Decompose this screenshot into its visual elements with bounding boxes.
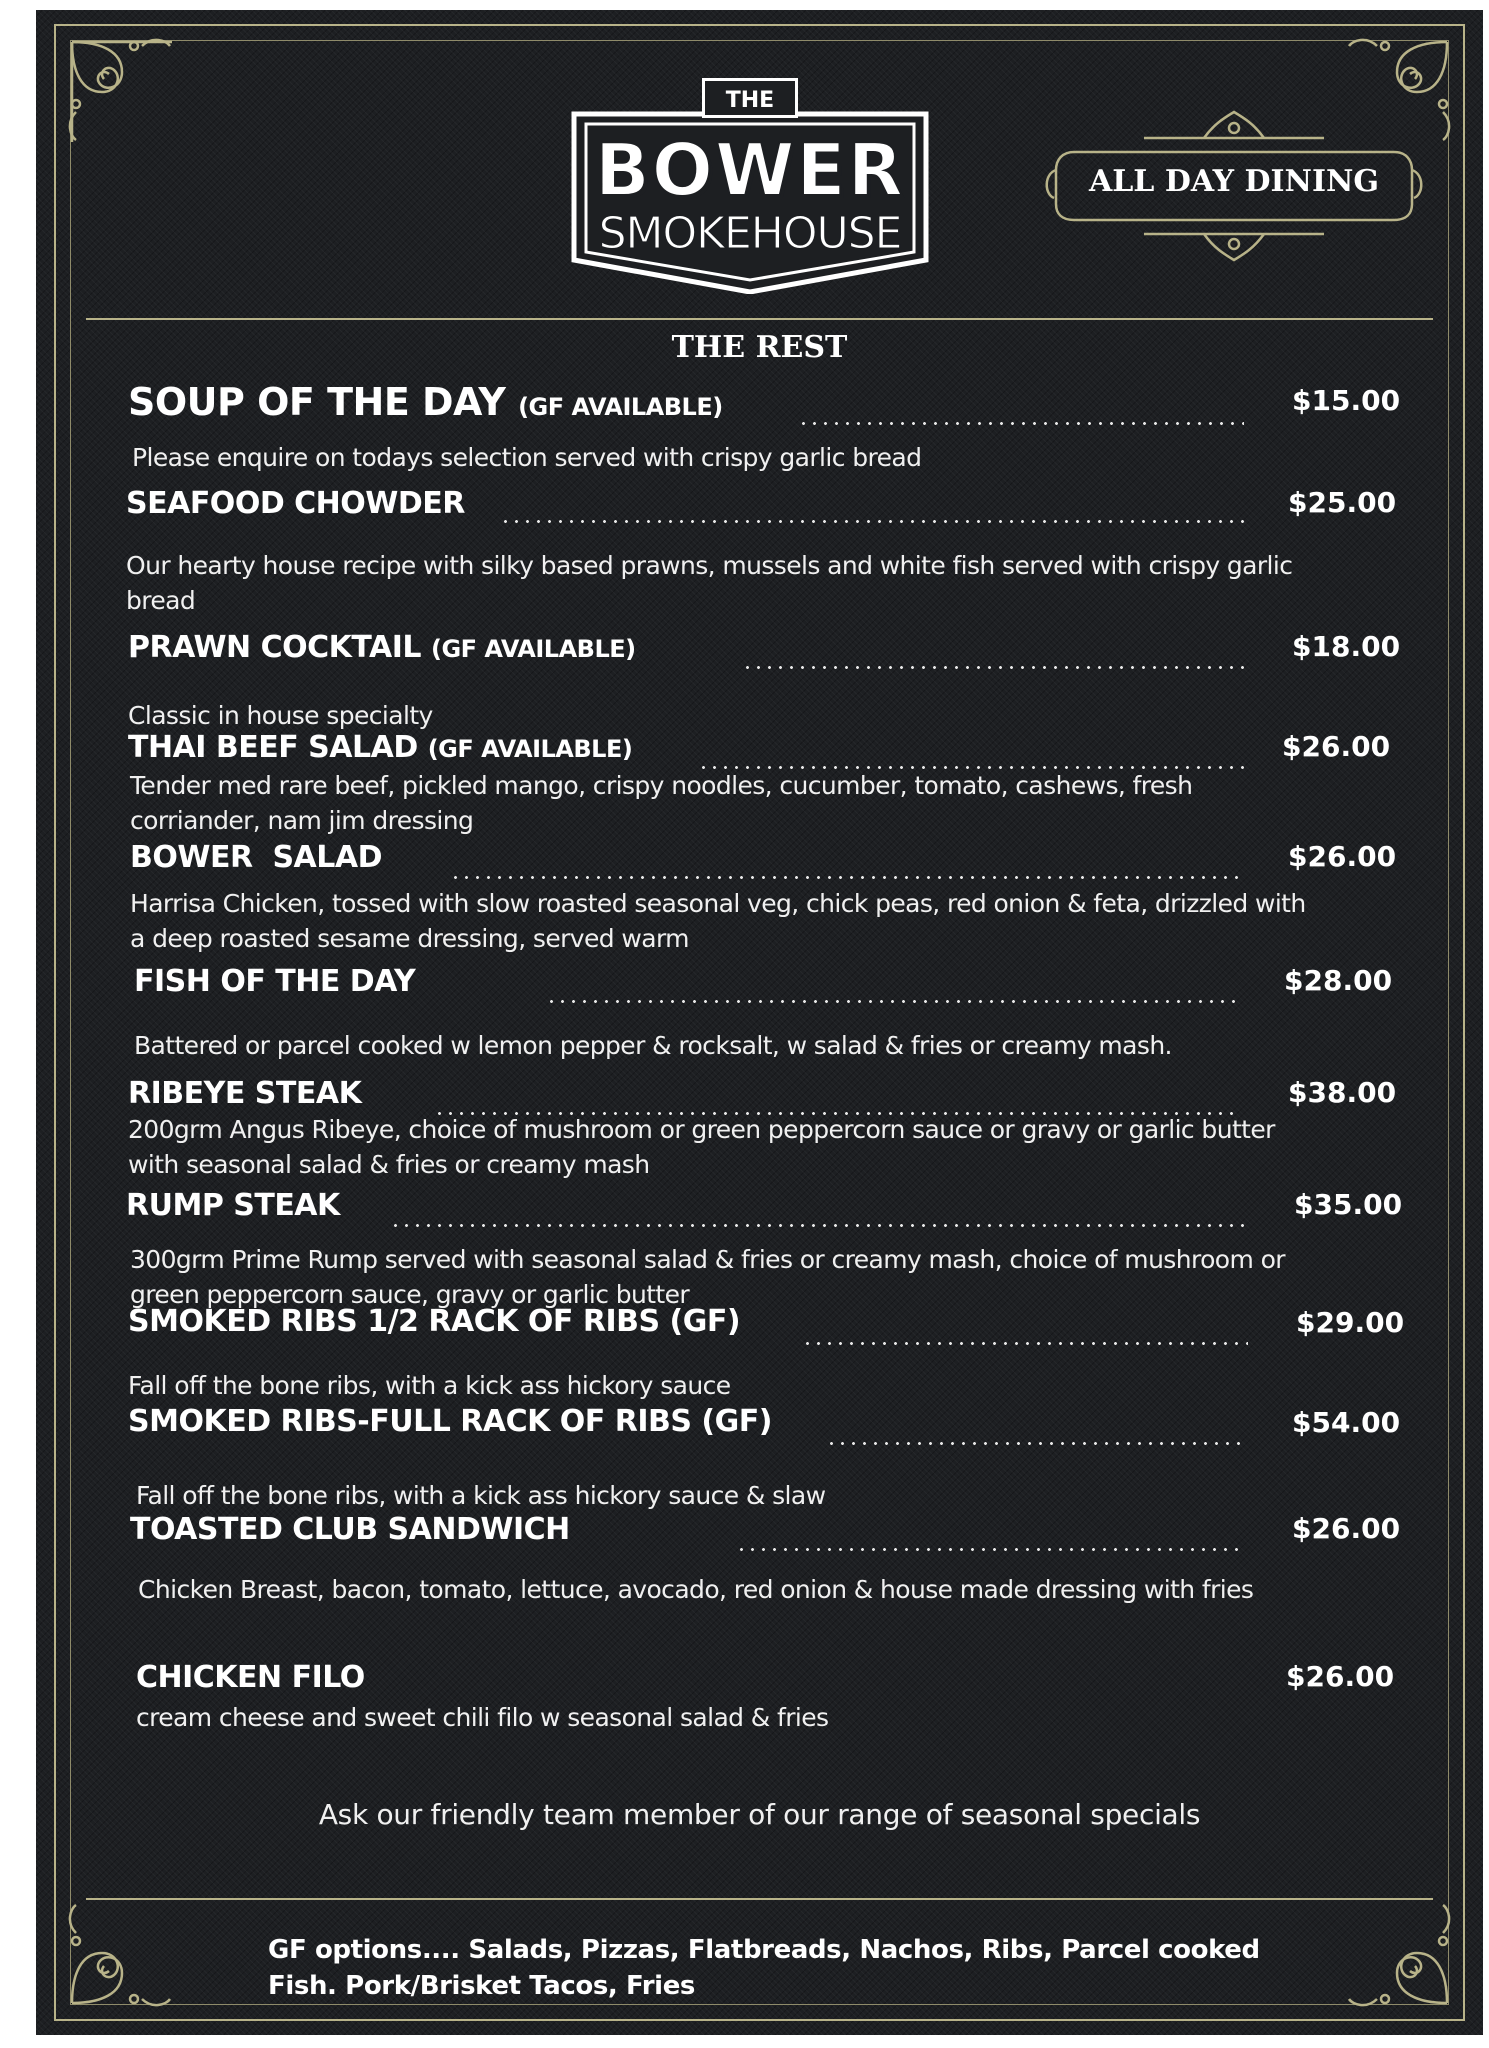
item-description: cream cheese and sweet chili filo w seasonal salad & fries [136,1703,829,1732]
dot-leader [500,520,1252,523]
item-description: Tender med rare beef, pickled mango, crispy noodles, cucumber, tomato, cashews, fresh corriander, nam jim dressing [130,771,1193,835]
menu-page [36,10,1483,2035]
all-day-dining-banner [1034,94,1434,274]
item-name: CHICKEN FILO [136,1660,365,1695]
item-price: $25.00 [1288,486,1397,519]
logo-bower: BOWER [594,128,906,212]
item-description: Our hearty house recipe with silky based prawns, mussels and white fish served with crispy garlic bread [126,551,1293,615]
item-description: Harrisa Chicken, tossed with slow roasted seasonal veg, chick peas, red onion & feta, drizzled with a deep roasted sesame dressing, served warm [130,889,1306,953]
item-name: THAI BEEF SALAD (GF AVAILABLE) [128,730,633,765]
item-description: Battered or parcel cooked w lemon pepper & rocksalt, w salad & fries or creamy mash. [134,1031,1172,1060]
item-price: $15.00 [1292,384,1401,417]
item-name: RIBEYE STEAK [128,1076,362,1111]
header-divider [86,318,1433,320]
item-name: SMOKED RIBS-FULL RACK OF RIBS (GF) [128,1404,772,1439]
corner-flourish-icon [62,32,182,152]
item-description: Classic in house specialty [128,701,433,730]
item-price: $26.00 [1286,1660,1395,1693]
item-tag: (GF AVAILABLE) [427,735,633,763]
item-price: $26.00 [1288,840,1397,873]
item-price: $35.00 [1294,1188,1403,1221]
dot-leader [450,876,1240,879]
corner-flourish-icon [1337,1893,1457,2013]
item-description: Fall off the bone ribs, with a kick ass hickory sauce [128,1371,731,1400]
item-price: $54.00 [1292,1406,1401,1439]
dot-leader [736,1548,1240,1551]
item-description: 200grm Angus Ribeye, choice of mushroom or green peppercorn sauce or gravy or garlic butter with seasonal salad & fries or creamy mash [128,1115,1275,1179]
item-price: $28.00 [1284,964,1393,997]
item-description: Fall off the bone ribs, with a kick ass hickory sauce & slaw [136,1481,826,1510]
dot-leader [390,1224,1248,1227]
gf-options-note: GF options.... Salads, Pizzas, Flatbreads, Nachos, Ribs, Parcel cooked Fish. Pork/Brisket Tacos, Fries [268,1935,1260,2001]
item-description: Chicken Breast, bacon, tomato, lettuce, avocado, red onion & house made dressing with fries [138,1575,1254,1604]
item-price: $26.00 [1282,730,1391,763]
footer-divider [86,1898,1433,1900]
item-tag: (GF AVAILABLE) [430,635,636,663]
item-name: SOUP OF THE DAY (GF AVAILABLE) [128,380,723,424]
item-tag: (GF AVAILABLE) [518,393,723,421]
item-name: SEAFOOD CHOWDER [126,486,465,521]
item-price: $18.00 [1292,630,1401,663]
item-price: $38.00 [1288,1076,1397,1109]
dot-leader [802,1342,1248,1345]
item-name: BOWER SALAD [130,840,383,875]
item-name: FISH OF THE DAY [134,964,416,999]
logo-smokehouse: SMOKEHOUSE [598,208,902,259]
item-name: SMOKED RIBS 1/2 RACK OF RIBS (GF) [128,1304,741,1339]
dot-leader [742,666,1244,669]
dot-leader [826,1442,1246,1445]
dot-leader [546,1000,1236,1003]
bower-smokehouse-logo [570,66,930,296]
corner-flourish-icon [62,1893,182,2013]
item-price: $29.00 [1296,1306,1405,1339]
dot-leader [798,422,1244,425]
section-title: THE REST [671,330,848,365]
item-price: $26.00 [1292,1512,1401,1545]
item-description: 300grm Prime Rump served with seasonal salad & fries or creamy mash, choice of mushroom or green peppercorn sauce, gravy or garlic butter [130,1245,1285,1309]
item-name: PRAWN COCKTAIL (GF AVAILABLE) [128,630,636,665]
item-description: Please enquire on todays selection served with crispy garlic bread [132,443,922,472]
banner-text: ALL DAY DINING [1088,164,1380,199]
item-name: TOASTED CLUB SANDWICH [130,1512,570,1547]
item-name: RUMP STEAK [126,1188,340,1223]
seasonal-specials-note: Ask our friendly team member of our range of seasonal specials [318,1798,1201,1831]
logo-the: THE [702,78,798,118]
